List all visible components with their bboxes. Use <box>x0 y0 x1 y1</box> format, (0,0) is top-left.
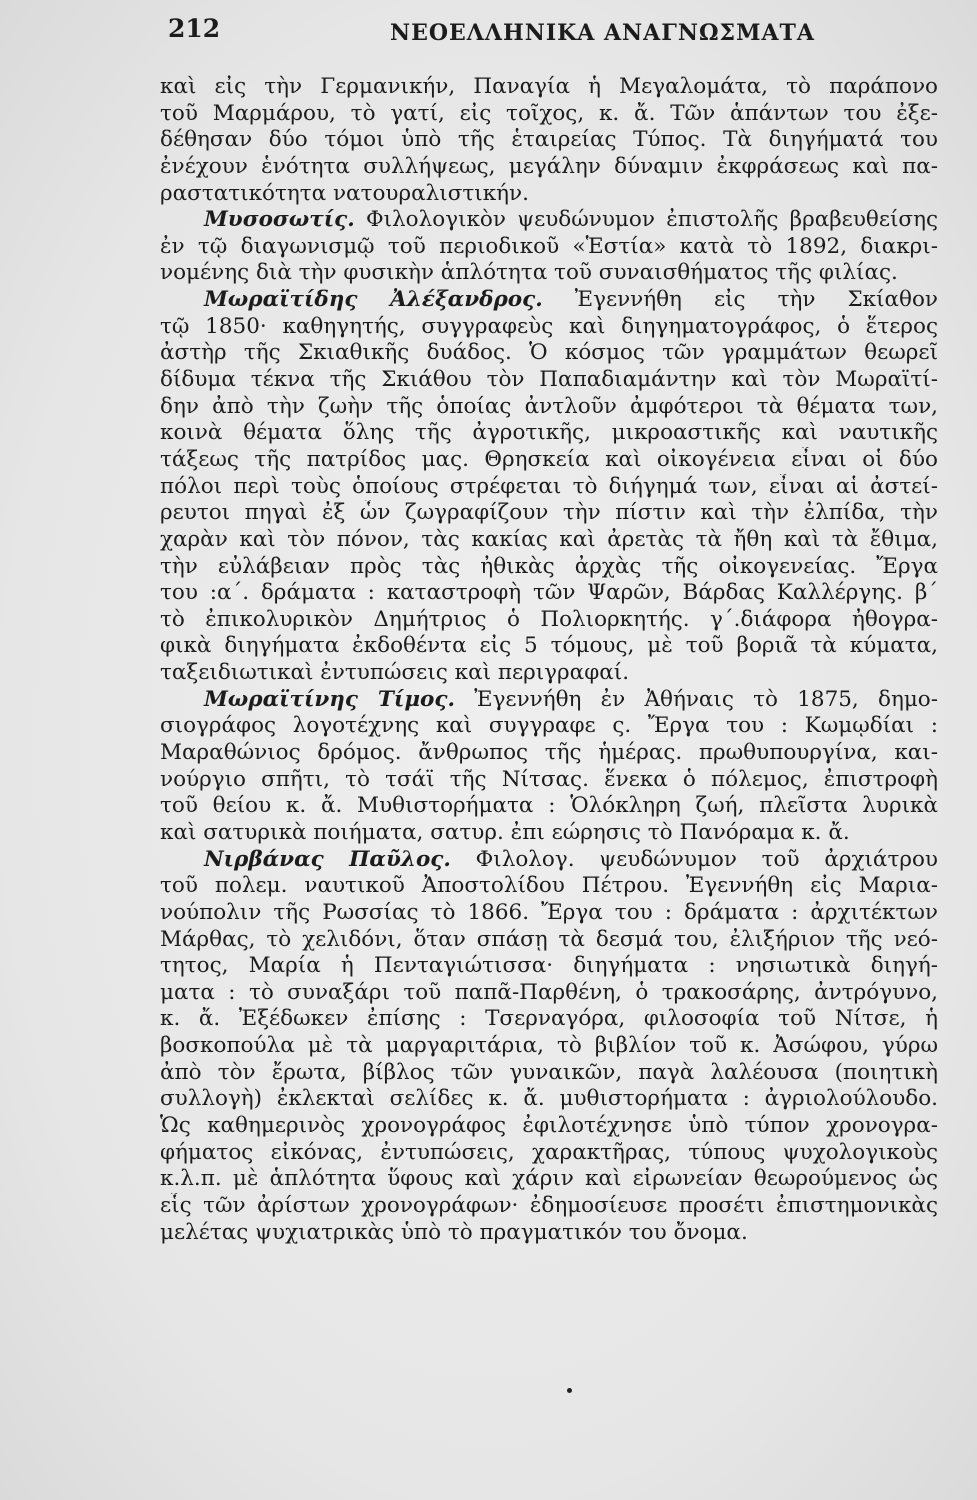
text-line <box>160 1060 938 1087</box>
line-text: σιογράφος λογοτέχνης καὶ συγγραφε ς. Ἔργα του : Κωμῳδίαι : <box>160 713 938 739</box>
text-line <box>160 1006 938 1033</box>
text-line <box>160 234 938 261</box>
text-line <box>160 394 938 421</box>
text-line <box>160 713 938 740</box>
line-text: καὶ εἰς τὴν Γερμανικήν, Παναγία ἡ Μεγαλομάτα, τὸ παράπονο <box>160 74 938 99</box>
line-text: τὸ ἐπικολυρικὸν Δημήτριος ὁ Πολιορκητής. γ΄.διάφορα ἠθογρα- <box>160 606 938 632</box>
text-line <box>160 554 938 581</box>
line-text: ἐν τῷ διαγωνισμῷ τοῦ περιοδικοῦ «Ἑστία» κατὰ τὸ 1892, διακρι- <box>160 233 938 259</box>
line-text: κ. ἄ. Ἐξέδωκεν ἐπίσης : Τσερναγόρα, φιλοσοφία τοῦ Νίτσε, ἡ <box>160 1006 938 1032</box>
line-text: ἀπὸ τὸν ἔρωτα, βίβλος τῶν γυναικῶν, παγὰ λαλέουσα (ποιητικὴ <box>160 1059 938 1085</box>
text-line <box>160 1113 938 1140</box>
line-text: τῷ 1850· καθηγητής, συγγραφεὺς καὶ διηγηματογράφος, ὁ ἕτερος <box>160 313 938 339</box>
text-line <box>160 500 938 527</box>
line-text: νούπολιν τῆς Ρωσσίας τὸ 1866. Ἔργα του : δράματα : ἀρχιτέκτων <box>160 899 938 925</box>
line-text: τοῦ Μαρμάρου, τὸ γατί, εἰς τοῖχος, κ. ἄ. Τῶν ἁπάντων του ἐξε- <box>160 100 938 126</box>
text-line <box>160 74 938 101</box>
line-text: τὴν εὐλάβειαν πρὸς τὰς ἠθικὰς ἀρχὰς τῆς οἰκογενείας. Ἔργα <box>160 553 938 579</box>
text-line <box>160 767 938 794</box>
entry-heading-line <box>160 847 938 874</box>
line-text: ματα : τὸ συναξάρι τοῦ παπᾶ-Παρθένη, ὁ τρακοσάρης, ἀντρόγυνο, <box>160 979 938 1005</box>
text-line <box>160 314 938 341</box>
text-line <box>160 1166 938 1193</box>
text-line <box>160 633 938 660</box>
line-text: νούργιο σπῆτι, τὸ τσάϊ τῆς Νίτσας. ἕνεκα ὁ πόλεμος, ἐπιστροφὴ <box>160 766 938 792</box>
line-text: φήματος εἰκόνας, ἐντυπώσεις, χαρακτῆρας, τύπους ψυχολογικοὺς <box>160 1139 938 1165</box>
line-text: δην ἀπὸ τὴν ζωὴν τῆς ὁποίας ἀντλοῦν ἀμφότεροι τὰ θέματα των, <box>160 393 938 419</box>
entry-name: Νιρβάνας Παῦλος. <box>204 846 451 872</box>
text-line <box>160 181 938 208</box>
line-text: Μαραθώνιος δρόμος. ἄνθρωπος τῆς ἡμέρας. πρωθυπουργίνα, και- <box>160 740 938 766</box>
entry-heading-line <box>160 207 938 234</box>
text-line <box>160 980 938 1007</box>
page-header <box>168 14 928 54</box>
text-line <box>160 1220 938 1247</box>
text-line <box>160 1086 938 1113</box>
running-title: ΝΕΟΕΛΛΗΝΙΚΑ ΑΝΑΓΝΩΣΜΑΤΑ <box>390 20 815 46</box>
text-line <box>160 793 938 820</box>
page-number: 212 <box>168 14 221 43</box>
line-text: τάξεως τῆς πατρίδος μας. Θρησκεία καὶ οἰκογένεια εἶναι οἱ δύο <box>160 446 938 472</box>
line-text: καὶ σατυρικὰ ποιήματα, σατυρ. ἐπι εώρησις τὸ Πανόραμα κ. ἄ. <box>160 819 850 845</box>
line-text: δίδυμα τέκνα τῆς Σκιάθου τὸν Παπαδιαμάντην καὶ τὸν Μωραϊτί- <box>160 367 938 393</box>
line-text: μελέτας ψυχιατρικὰς ὑπὸ τὸ πραγματικόν του ὄνομα. <box>160 1219 748 1245</box>
text-line <box>160 927 938 954</box>
line-text: τοῦ πολεμ. ναυτικοῦ Ἀποστολίδου Πέτρου. Ἐγεννήθη εἰς Μαρια- <box>160 873 938 899</box>
line-text: χαρὰν καὶ τὸν πόνον, τὰς κακίας καὶ ἀρετὰς τὰ ἤθη καὶ τὰ ἔθιμα, <box>160 526 938 552</box>
line-text: του :α΄. δράματα : καταστροφὴ τῶν Ψαρῶν, Βάρδας Καλλέργης. β΄ <box>160 580 938 606</box>
text-line <box>160 127 938 154</box>
text-line <box>160 101 938 128</box>
text-line <box>160 740 938 767</box>
line-text: νομένης διὰ τὴν φυσικὴν ἁπλότητα τοῦ συναισθήματος τῆς φιλίας. <box>160 260 898 286</box>
line-text: κοινὰ θέματα ὅλης τῆς ἀγροτικῆς, μικροαστικῆς καὶ ναυτικῆς <box>160 420 938 446</box>
line-text: Ἐγεννήθη ἐν Ἀθήναις τὸ 1875, δημο- <box>474 686 938 712</box>
line-text: ρευτοι πηγαὶ ἐξ ὧν ζωγραφίζουν τὴν πίστιν καὶ τὴν ἐλπίδα, τὴν <box>160 500 938 526</box>
line-text: δέθησαν δύο τόμοι ὑπὸ τῆς ἑταιρείας Τύπος. Τὰ διηγήματά του <box>160 127 938 153</box>
text-line <box>160 447 938 474</box>
body-text <box>160 74 938 1246</box>
line-text: ραστατικότητα νατουραλιστικήν. <box>160 180 529 206</box>
text-line <box>160 607 938 634</box>
line-text: ἀστὴρ τῆς Σκιαθικῆς δυάδος. Ὁ κόσμος τῶν γραμμάτων θεωρεῖ <box>160 340 938 366</box>
entry-name: Μωραϊτίνης Τίμος. <box>204 686 455 712</box>
text-line <box>160 1193 938 1220</box>
printing-mark <box>567 1388 572 1393</box>
line-text: Ὡς καθημερινὸς χρονογράφος ἐφιλοτέχνησε ὑπὸ τύπον χρονογρα- <box>160 1112 938 1138</box>
line-text: ταξειδιωτικαὶ ἐντυπώσεις καὶ περιγραφαί. <box>160 660 630 686</box>
line-text: συλλογὴ) ἐκλεκταὶ σελίδες κ. ἄ. μυθιστορήματα : ἀγριολούλουδο. <box>160 1086 938 1112</box>
line-text: φικὰ διηγήματα ἐκδοθέντα εἰς 5 τόμους, μὲ τοῦ βοριᾶ τὰ κύματα, <box>160 633 938 659</box>
entry-name: Μυσοσωτίς. <box>204 207 355 233</box>
entry-name: Μωραϊτίδης Ἀλέξανδρος. <box>204 287 543 313</box>
text-line <box>160 527 938 554</box>
text-line <box>160 260 938 287</box>
text-line <box>160 820 938 847</box>
text-line <box>160 420 938 447</box>
text-line <box>160 474 938 501</box>
text-line <box>160 367 938 394</box>
entry-heading-line <box>160 687 938 714</box>
line-text: Ἐγεννήθη εἰς τὴν Σκίαθον <box>574 287 938 313</box>
text-line <box>160 660 938 687</box>
line-text: ἐνέχουν ἑνότητα συλλήψεως, μεγάλην δύναμιν ἐκφράσεως καὶ πα- <box>160 153 938 179</box>
line-text: τητος, Μαρία ἡ Πενταγιώτισσα· διηγήματα : νησιωτικὰ διηγή- <box>160 953 938 979</box>
line-text: Φιλολογικὸν ψευδώνυμον ἐπιστολῆς βραβευθείσης <box>366 207 938 233</box>
line-text: τοῦ θείου κ. ἄ. Μυθιστορήματα : Ὁλόκληρη ζωή, πλεῖστα λυρικὰ <box>160 793 938 819</box>
line-text: πόλοι περὶ τοὺς ὁποίους στρέφεται τὸ διήγημά των, εἶναι αἱ ἀστεί- <box>160 473 938 499</box>
line-text: Μάρθας, τὸ χελιδόνι, ὅταν σπάσῃ τὰ δεσμά του, ἐλιξήριον τῆς νεό- <box>160 926 938 952</box>
text-line <box>160 154 938 181</box>
line-text: βοσκοπούλα μὲ τὰ μαργαριτάρια, τὸ βιβλίον τοῦ κ. Ἀσώφου, γύρω <box>160 1033 938 1059</box>
text-line <box>160 900 938 927</box>
line-text: Φιλολογ. ψευδώνυμον τοῦ ἀρχιάτρου <box>475 846 938 872</box>
text-line <box>160 1033 938 1060</box>
text-line <box>160 340 938 367</box>
text-line <box>160 873 938 900</box>
text-line <box>160 953 938 980</box>
line-text: κ.λ.π. μὲ ἁπλότητα ὕφους καὶ χάριν καὶ εἰρωνείαν θεωρούμενος ὡς <box>160 1166 938 1192</box>
text-line <box>160 1140 938 1167</box>
entry-heading-line <box>160 287 938 314</box>
line-text: εἷς τῶν ἀρίστων χρονογράφων· ἐδημοσίευσε προσέτι ἐπιστημονικὰς <box>160 1192 938 1218</box>
text-line <box>160 580 938 607</box>
